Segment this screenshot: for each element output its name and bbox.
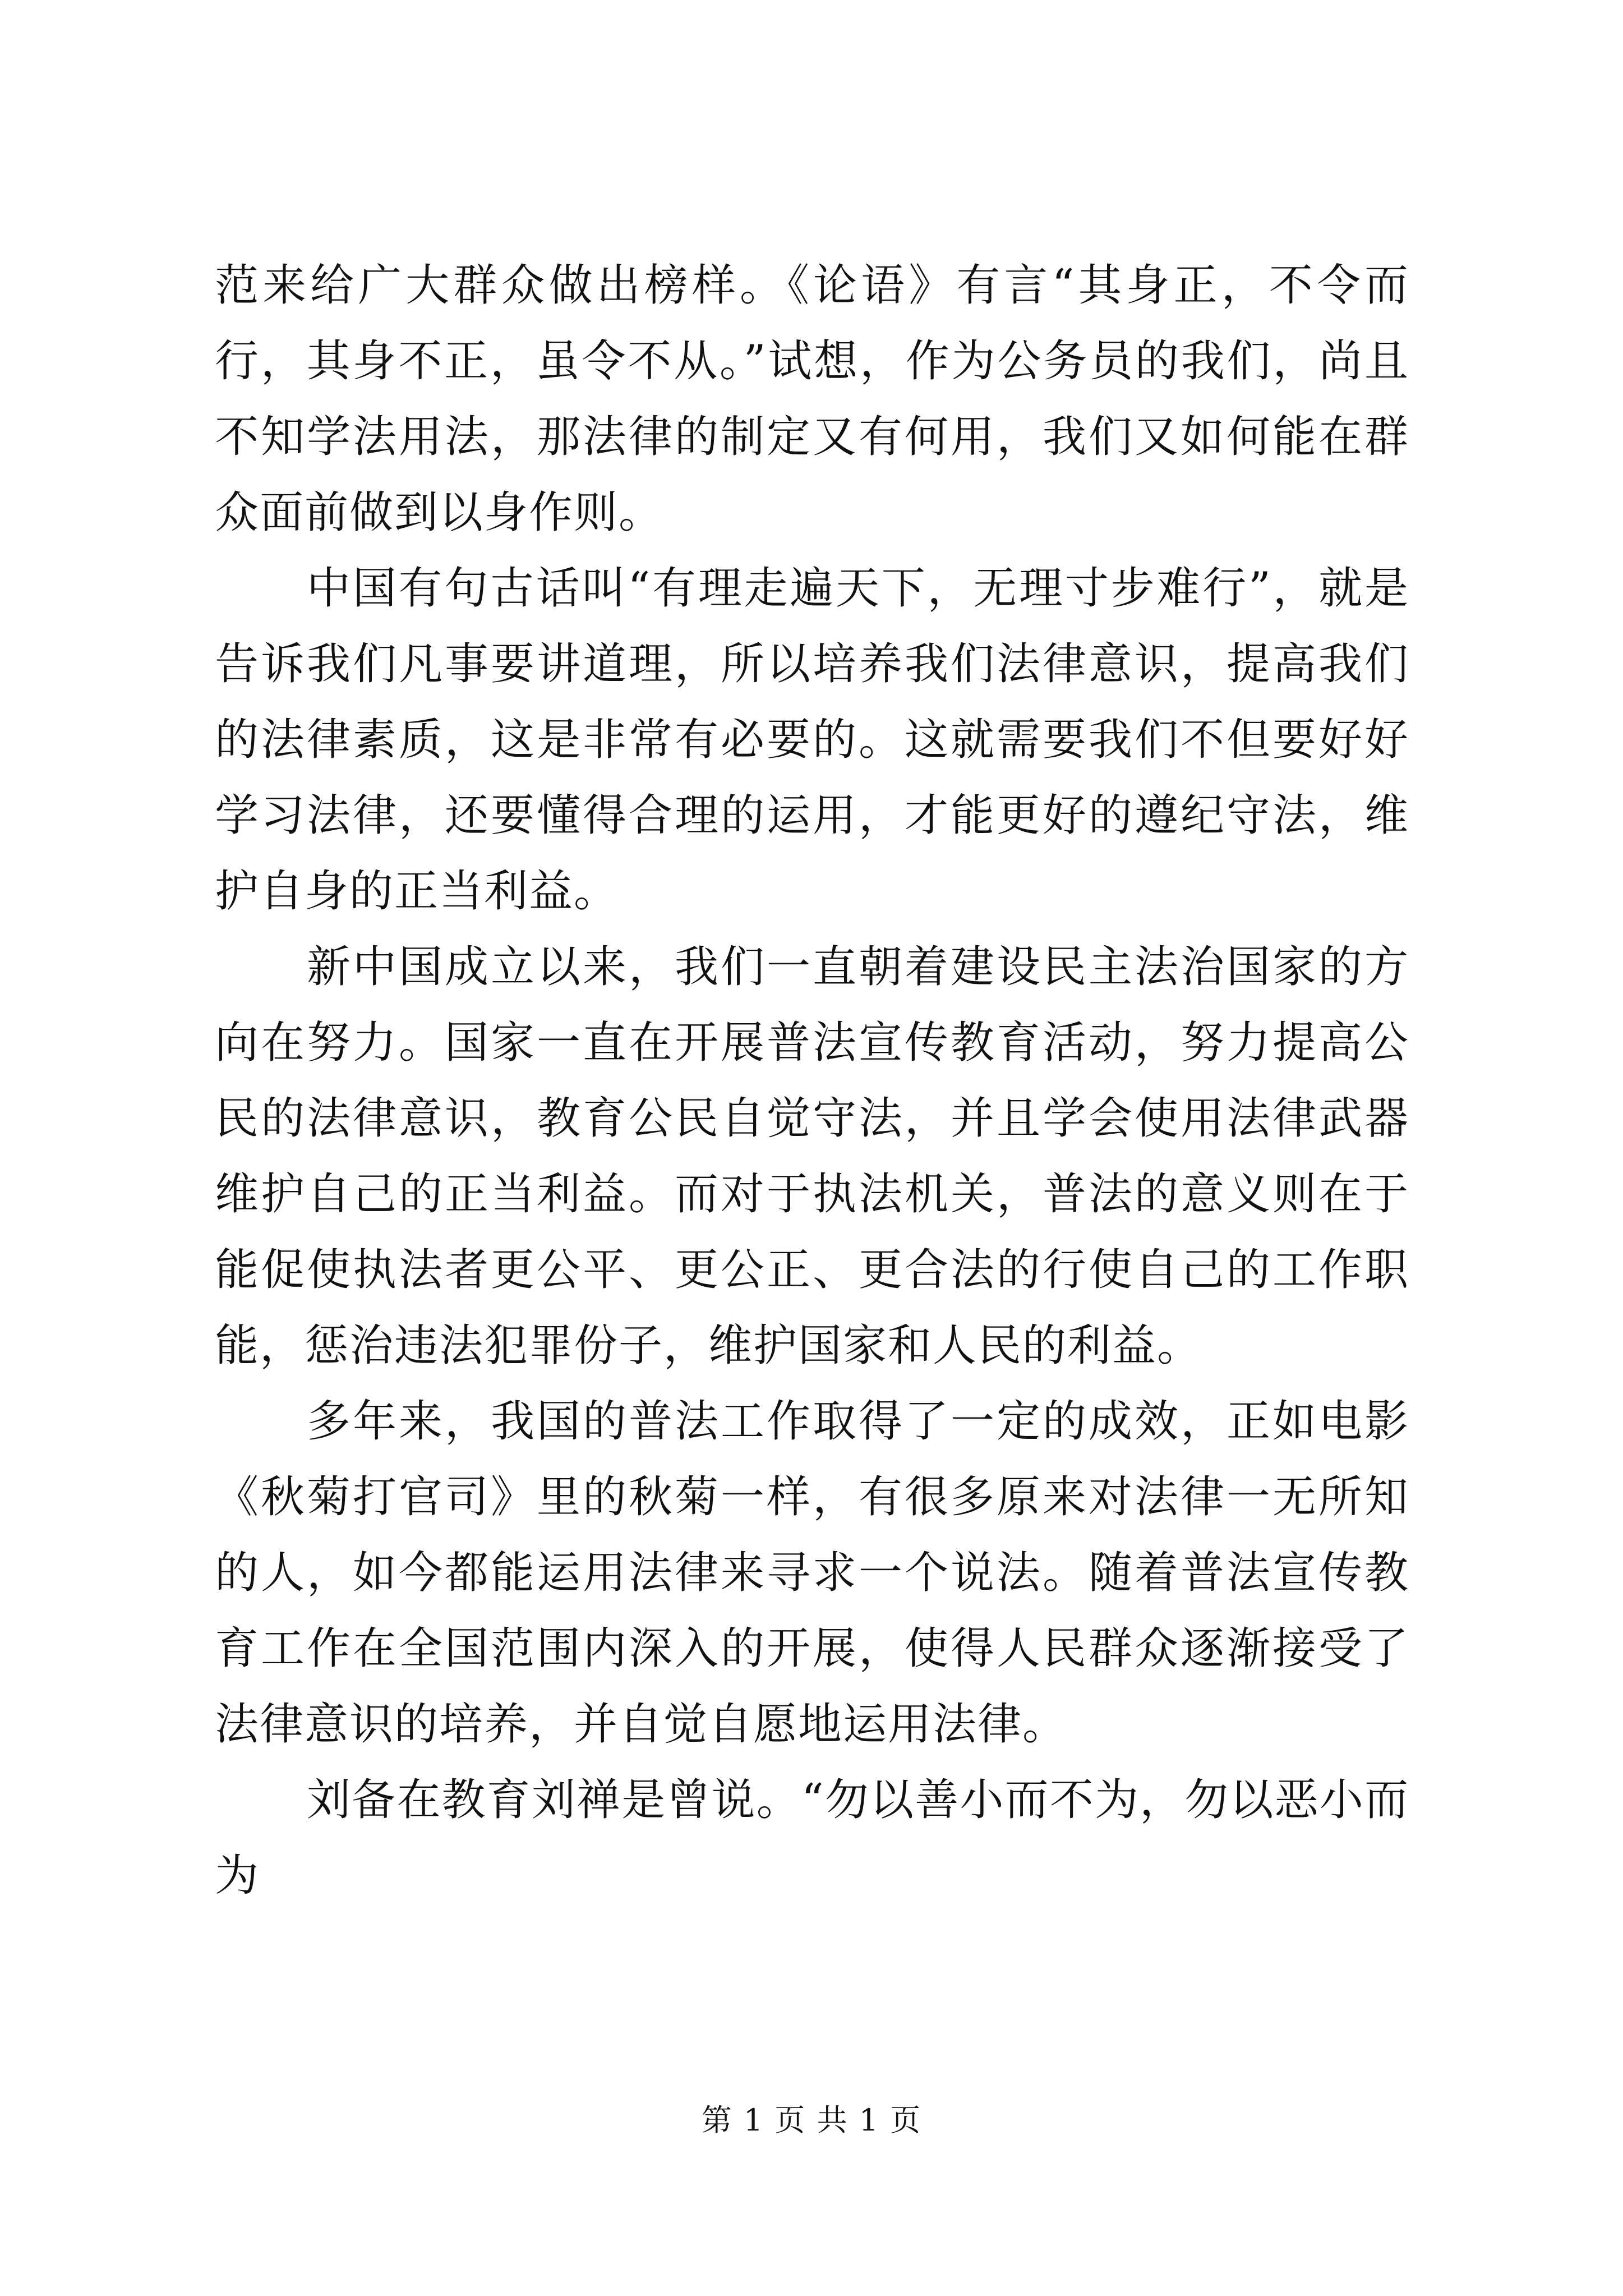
paragraph-2: 中国有句古话叫“有理走遍天下，无理寸步难行”，就是告诉我们凡事要讲道理，所以培养我们法律意识，提高我们的法律素质，这是非常有必要的。这就需要我们不但要好好学习法律，还要懂得合理的运用，才能更好的遵纪守法，维护自身的正当利益。 bbox=[215, 563, 1409, 917]
page-number-footer: 第 1 页 共 1 页 bbox=[701, 2102, 922, 2138]
document-body bbox=[215, 248, 1409, 1914]
paragraph-4: 多年来，我国的普法工作取得了一定的成效，正如电影《秋菊打官司》里的秋菊一样，有很多原来对法律一无所知的人，如今都能运用法律来寻求一个说法。随着普法宣传教育工作在全国范围内深入的开展，使得人民群众逐渐接受了法律意识的培养，并自觉自愿地运用法律。 bbox=[215, 1396, 1409, 1750]
paragraph-3: 新中国成立以来，我们一直朝着建设民主法治国家的方向在努力。国家一直在开展普法宣传教育活动，努力提高公民的法律意识，教育公民自觉守法，并且学会使用法律武器维护自己的正当利益。而对于执法机关，普法的意义则在于能促使执法者更公平、更公正、更合法的行使自己的工作职能，惩治违法犯罪份子，维护国家和人民的利益。 bbox=[215, 942, 1409, 1371]
paragraph-5: 刘备在教育刘禅是曾说。“勿以善小而不为，勿以恶小而为 bbox=[215, 1775, 1409, 1901]
paragraph-1: 范来给广大群众做出榜样。《论语》有言“其身正，不令而行，其身不正，虽令不从。”试想，作为公务员的我们，尚且不知学法用法，那法律的制定又有何用，我们又如何能在群众面前做到以身作则。 bbox=[215, 260, 1409, 538]
